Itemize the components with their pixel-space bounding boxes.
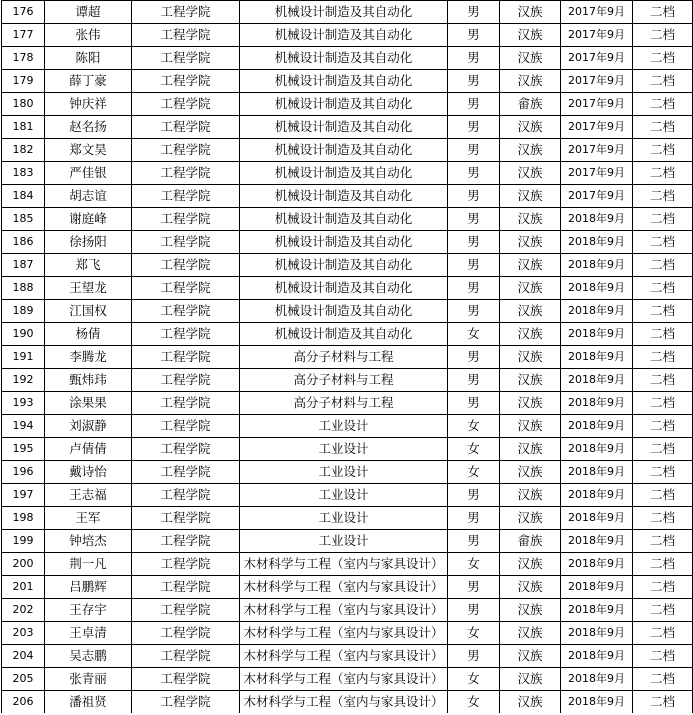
grade-level-cell: 二档 <box>633 185 693 208</box>
row-number-cell: 199 <box>2 530 45 553</box>
student-name-cell: 赵名扬 <box>45 116 132 139</box>
major-cell: 机械设计制造及其自动化 <box>240 70 448 93</box>
row-number-cell: 179 <box>2 70 45 93</box>
major-cell: 木材科学与工程（室内与家具设计） <box>240 622 448 645</box>
row-number-cell: 203 <box>2 622 45 645</box>
student-name-cell: 薛丁豪 <box>45 70 132 93</box>
ethnicity-cell: 畲族 <box>500 530 561 553</box>
enrollment-date-cell: 2017年9月 <box>561 93 633 116</box>
row-number-cell: 184 <box>2 185 45 208</box>
major-cell: 木材科学与工程（室内与家具设计） <box>240 668 448 691</box>
grade-level-cell: 二档 <box>633 691 693 714</box>
student-name-cell: 钟庆祥 <box>45 93 132 116</box>
enrollment-date-cell: 2018年9月 <box>561 300 633 323</box>
row-number-cell: 191 <box>2 346 45 369</box>
grade-level-cell: 二档 <box>633 254 693 277</box>
ethnicity-cell: 汉族 <box>500 1 561 24</box>
enrollment-date-cell: 2018年9月 <box>561 507 633 530</box>
table-row <box>2 622 693 645</box>
ethnicity-cell: 汉族 <box>500 668 561 691</box>
ethnicity-cell: 汉族 <box>500 47 561 70</box>
student-name-cell: 王军 <box>45 507 132 530</box>
college-cell: 工程学院 <box>132 530 240 553</box>
row-number-cell: 206 <box>2 691 45 714</box>
student-name-cell: 张伟 <box>45 24 132 47</box>
table-row <box>2 346 693 369</box>
table-row <box>2 668 693 691</box>
major-cell: 工业设计 <box>240 415 448 438</box>
ethnicity-cell: 汉族 <box>500 300 561 323</box>
ethnicity-cell: 汉族 <box>500 599 561 622</box>
grade-level-cell: 二档 <box>633 70 693 93</box>
table-row <box>2 507 693 530</box>
ethnicity-cell: 汉族 <box>500 346 561 369</box>
gender-cell: 男 <box>448 185 500 208</box>
college-cell: 工程学院 <box>132 24 240 47</box>
enrollment-date-cell: 2018年9月 <box>561 346 633 369</box>
table-row <box>2 530 693 553</box>
college-cell: 工程学院 <box>132 47 240 70</box>
row-number-cell: 189 <box>2 300 45 323</box>
enrollment-date-cell: 2017年9月 <box>561 24 633 47</box>
grade-level-cell: 二档 <box>633 231 693 254</box>
student-name-cell: 王存宇 <box>45 599 132 622</box>
college-cell: 工程学院 <box>132 484 240 507</box>
row-number-cell: 195 <box>2 438 45 461</box>
gender-cell: 男 <box>448 392 500 415</box>
row-number-cell: 196 <box>2 461 45 484</box>
enrollment-date-cell: 2017年9月 <box>561 139 633 162</box>
ethnicity-cell: 汉族 <box>500 323 561 346</box>
student-name-cell: 胡志谊 <box>45 185 132 208</box>
row-number-cell: 193 <box>2 392 45 415</box>
student-name-cell: 吕鹏辉 <box>45 576 132 599</box>
grade-level-cell: 二档 <box>633 277 693 300</box>
major-cell: 高分子材料与工程 <box>240 392 448 415</box>
major-cell: 木材科学与工程（室内与家具设计） <box>240 599 448 622</box>
college-cell: 工程学院 <box>132 599 240 622</box>
grade-level-cell: 二档 <box>633 576 693 599</box>
college-cell: 工程学院 <box>132 507 240 530</box>
college-cell: 工程学院 <box>132 162 240 185</box>
major-cell: 机械设计制造及其自动化 <box>240 277 448 300</box>
student-name-cell: 张青丽 <box>45 668 132 691</box>
student-name-cell: 郑文昊 <box>45 139 132 162</box>
ethnicity-cell: 汉族 <box>500 185 561 208</box>
enrollment-date-cell: 2018年9月 <box>561 576 633 599</box>
major-cell: 机械设计制造及其自动化 <box>240 116 448 139</box>
gender-cell: 男 <box>448 24 500 47</box>
table-row <box>2 576 693 599</box>
major-cell: 工业设计 <box>240 484 448 507</box>
enrollment-date-cell: 2018年9月 <box>561 277 633 300</box>
gender-cell: 男 <box>448 300 500 323</box>
major-cell: 高分子材料与工程 <box>240 369 448 392</box>
college-cell: 工程学院 <box>132 461 240 484</box>
ethnicity-cell: 汉族 <box>500 415 561 438</box>
ethnicity-cell: 汉族 <box>500 392 561 415</box>
table-row <box>2 484 693 507</box>
student-name-cell: 谭超 <box>45 1 132 24</box>
major-cell: 机械设计制造及其自动化 <box>240 1 448 24</box>
student-name-cell: 王志福 <box>45 484 132 507</box>
enrollment-date-cell: 2018年9月 <box>561 668 633 691</box>
row-number-cell: 181 <box>2 116 45 139</box>
enrollment-date-cell: 2018年9月 <box>561 415 633 438</box>
gender-cell: 女 <box>448 461 500 484</box>
table-row <box>2 47 693 70</box>
student-name-cell: 王望龙 <box>45 277 132 300</box>
grade-level-cell: 二档 <box>633 553 693 576</box>
table-row <box>2 162 693 185</box>
college-cell: 工程学院 <box>132 668 240 691</box>
gender-cell: 男 <box>448 576 500 599</box>
college-cell: 工程学院 <box>132 553 240 576</box>
gender-cell: 女 <box>448 553 500 576</box>
ethnicity-cell: 汉族 <box>500 507 561 530</box>
college-cell: 工程学院 <box>132 300 240 323</box>
row-number-cell: 183 <box>2 162 45 185</box>
gender-cell: 男 <box>448 254 500 277</box>
ethnicity-cell: 汉族 <box>500 576 561 599</box>
gender-cell: 女 <box>448 668 500 691</box>
table-row <box>2 461 693 484</box>
table-row <box>2 93 693 116</box>
enrollment-date-cell: 2018年9月 <box>561 645 633 668</box>
major-cell: 机械设计制造及其自动化 <box>240 185 448 208</box>
gender-cell: 男 <box>448 484 500 507</box>
table-row <box>2 599 693 622</box>
student-name-cell: 钟培杰 <box>45 530 132 553</box>
table-row <box>2 70 693 93</box>
ethnicity-cell: 汉族 <box>500 553 561 576</box>
enrollment-date-cell: 2018年9月 <box>561 208 633 231</box>
ethnicity-cell: 汉族 <box>500 254 561 277</box>
college-cell: 工程学院 <box>132 622 240 645</box>
grade-level-cell: 二档 <box>633 507 693 530</box>
student-name-cell: 荆一凡 <box>45 553 132 576</box>
grade-level-cell: 二档 <box>633 645 693 668</box>
major-cell: 机械设计制造及其自动化 <box>240 162 448 185</box>
college-cell: 工程学院 <box>132 691 240 714</box>
ethnicity-cell: 汉族 <box>500 438 561 461</box>
table-row <box>2 300 693 323</box>
table-row <box>2 438 693 461</box>
gender-cell: 男 <box>448 93 500 116</box>
row-number-cell: 190 <box>2 323 45 346</box>
enrollment-date-cell: 2018年9月 <box>561 461 633 484</box>
gender-cell: 女 <box>448 438 500 461</box>
college-cell: 工程学院 <box>132 70 240 93</box>
enrollment-date-cell: 2018年9月 <box>561 254 633 277</box>
ethnicity-cell: 汉族 <box>500 622 561 645</box>
grade-level-cell: 二档 <box>633 139 693 162</box>
gender-cell: 男 <box>448 645 500 668</box>
row-number-cell: 192 <box>2 369 45 392</box>
enrollment-date-cell: 2017年9月 <box>561 70 633 93</box>
gender-cell: 女 <box>448 323 500 346</box>
college-cell: 工程学院 <box>132 254 240 277</box>
major-cell: 机械设计制造及其自动化 <box>240 323 448 346</box>
major-cell: 机械设计制造及其自动化 <box>240 47 448 70</box>
major-cell: 工业设计 <box>240 530 448 553</box>
enrollment-date-cell: 2017年9月 <box>561 162 633 185</box>
grade-level-cell: 二档 <box>633 300 693 323</box>
grade-level-cell: 二档 <box>633 599 693 622</box>
student-name-cell: 戴诗怡 <box>45 461 132 484</box>
student-name-cell: 谢庭峰 <box>45 208 132 231</box>
ethnicity-cell: 汉族 <box>500 231 561 254</box>
college-cell: 工程学院 <box>132 93 240 116</box>
gender-cell: 男 <box>448 507 500 530</box>
row-number-cell: 188 <box>2 277 45 300</box>
table-row <box>2 24 693 47</box>
student-name-cell: 陈阳 <box>45 47 132 70</box>
grade-level-cell: 二档 <box>633 392 693 415</box>
grade-level-cell: 二档 <box>633 93 693 116</box>
major-cell: 木材科学与工程（室内与家具设计） <box>240 576 448 599</box>
enrollment-date-cell: 2017年9月 <box>561 116 633 139</box>
college-cell: 工程学院 <box>132 139 240 162</box>
row-number-cell: 186 <box>2 231 45 254</box>
college-cell: 工程学院 <box>132 645 240 668</box>
gender-cell: 男 <box>448 208 500 231</box>
major-cell: 机械设计制造及其自动化 <box>240 254 448 277</box>
gender-cell: 女 <box>448 415 500 438</box>
college-cell: 工程学院 <box>132 185 240 208</box>
enrollment-date-cell: 2018年9月 <box>561 231 633 254</box>
table-row <box>2 691 693 714</box>
gender-cell: 男 <box>448 47 500 70</box>
college-cell: 工程学院 <box>132 369 240 392</box>
student-name-cell: 王卓清 <box>45 622 132 645</box>
gender-cell: 男 <box>448 599 500 622</box>
gender-cell: 男 <box>448 231 500 254</box>
table-row <box>2 392 693 415</box>
enrollment-date-cell: 2018年9月 <box>561 599 633 622</box>
major-cell: 高分子材料与工程 <box>240 346 448 369</box>
row-number-cell: 176 <box>2 1 45 24</box>
gender-cell: 男 <box>448 162 500 185</box>
ethnicity-cell: 汉族 <box>500 645 561 668</box>
row-number-cell: 205 <box>2 668 45 691</box>
enrollment-date-cell: 2018年9月 <box>561 691 633 714</box>
gender-cell: 男 <box>448 70 500 93</box>
ethnicity-cell: 汉族 <box>500 484 561 507</box>
major-cell: 木材科学与工程（室内与家具设计） <box>240 553 448 576</box>
row-number-cell: 177 <box>2 24 45 47</box>
gender-cell: 男 <box>448 277 500 300</box>
student-name-cell: 江国权 <box>45 300 132 323</box>
table-row <box>2 116 693 139</box>
grade-level-cell: 二档 <box>633 116 693 139</box>
ethnicity-cell: 汉族 <box>500 277 561 300</box>
ethnicity-cell: 汉族 <box>500 139 561 162</box>
gender-cell: 男 <box>448 346 500 369</box>
row-number-cell: 182 <box>2 139 45 162</box>
college-cell: 工程学院 <box>132 323 240 346</box>
enrollment-date-cell: 2018年9月 <box>561 438 633 461</box>
major-cell: 木材科学与工程（室内与家具设计） <box>240 645 448 668</box>
table-row <box>2 369 693 392</box>
ethnicity-cell: 汉族 <box>500 70 561 93</box>
grade-level-cell: 二档 <box>633 668 693 691</box>
student-name-cell: 李腾龙 <box>45 346 132 369</box>
table-row <box>2 254 693 277</box>
grade-level-cell: 二档 <box>633 47 693 70</box>
student-name-cell: 甄炜玮 <box>45 369 132 392</box>
table-row <box>2 185 693 208</box>
student-name-cell: 涂果果 <box>45 392 132 415</box>
student-name-cell: 严佳银 <box>45 162 132 185</box>
student-name-cell: 潘祖贤 <box>45 691 132 714</box>
major-cell: 木材科学与工程（室内与家具设计） <box>240 691 448 714</box>
ethnicity-cell: 畲族 <box>500 93 561 116</box>
table-row <box>2 553 693 576</box>
college-cell: 工程学院 <box>132 346 240 369</box>
major-cell: 机械设计制造及其自动化 <box>240 300 448 323</box>
row-number-cell: 204 <box>2 645 45 668</box>
student-name-cell: 卢倩倩 <box>45 438 132 461</box>
table-row <box>2 415 693 438</box>
college-cell: 工程学院 <box>132 415 240 438</box>
row-number-cell: 200 <box>2 553 45 576</box>
row-number-cell: 202 <box>2 599 45 622</box>
row-number-cell: 197 <box>2 484 45 507</box>
row-number-cell: 178 <box>2 47 45 70</box>
row-number-cell: 194 <box>2 415 45 438</box>
table-body <box>2 1 693 714</box>
student-name-cell: 郑飞 <box>45 254 132 277</box>
grade-level-cell: 二档 <box>633 530 693 553</box>
enrollment-date-cell: 2017年9月 <box>561 47 633 70</box>
ethnicity-cell: 汉族 <box>500 116 561 139</box>
gender-cell: 女 <box>448 622 500 645</box>
enrollment-date-cell: 2018年9月 <box>561 622 633 645</box>
ethnicity-cell: 汉族 <box>500 24 561 47</box>
gender-cell: 男 <box>448 116 500 139</box>
ethnicity-cell: 汉族 <box>500 162 561 185</box>
major-cell: 工业设计 <box>240 507 448 530</box>
student-name-cell: 杨倩 <box>45 323 132 346</box>
student-name-cell: 吴志鹏 <box>45 645 132 668</box>
grade-level-cell: 二档 <box>633 346 693 369</box>
student-name-cell: 刘淑静 <box>45 415 132 438</box>
table-row <box>2 1 693 24</box>
college-cell: 工程学院 <box>132 116 240 139</box>
table-row <box>2 277 693 300</box>
grade-level-cell: 二档 <box>633 162 693 185</box>
enrollment-date-cell: 2018年9月 <box>561 553 633 576</box>
college-cell: 工程学院 <box>132 208 240 231</box>
grade-level-cell: 二档 <box>633 369 693 392</box>
major-cell: 机械设计制造及其自动化 <box>240 139 448 162</box>
enrollment-date-cell: 2017年9月 <box>561 185 633 208</box>
grade-level-cell: 二档 <box>633 484 693 507</box>
gender-cell: 男 <box>448 530 500 553</box>
ethnicity-cell: 汉族 <box>500 369 561 392</box>
gender-cell: 男 <box>448 369 500 392</box>
grade-level-cell: 二档 <box>633 622 693 645</box>
grade-level-cell: 二档 <box>633 323 693 346</box>
enrollment-date-cell: 2018年9月 <box>561 484 633 507</box>
college-cell: 工程学院 <box>132 438 240 461</box>
ethnicity-cell: 汉族 <box>500 461 561 484</box>
college-cell: 工程学院 <box>132 392 240 415</box>
student-table <box>1 0 693 713</box>
major-cell: 机械设计制造及其自动化 <box>240 24 448 47</box>
ethnicity-cell: 汉族 <box>500 208 561 231</box>
gender-cell: 男 <box>448 1 500 24</box>
ethnicity-cell: 汉族 <box>500 691 561 714</box>
student-name-cell: 徐扬阳 <box>45 231 132 254</box>
enrollment-date-cell: 2018年9月 <box>561 392 633 415</box>
grade-level-cell: 二档 <box>633 438 693 461</box>
gender-cell: 男 <box>448 139 500 162</box>
major-cell: 工业设计 <box>240 461 448 484</box>
table-row <box>2 139 693 162</box>
college-cell: 工程学院 <box>132 277 240 300</box>
row-number-cell: 180 <box>2 93 45 116</box>
gender-cell: 女 <box>448 691 500 714</box>
grade-level-cell: 二档 <box>633 208 693 231</box>
table-row <box>2 645 693 668</box>
row-number-cell: 201 <box>2 576 45 599</box>
grade-level-cell: 二档 <box>633 461 693 484</box>
enrollment-date-cell: 2018年9月 <box>561 323 633 346</box>
college-cell: 工程学院 <box>132 231 240 254</box>
college-cell: 工程学院 <box>132 1 240 24</box>
grade-level-cell: 二档 <box>633 1 693 24</box>
enrollment-date-cell: 2018年9月 <box>561 530 633 553</box>
enrollment-date-cell: 2017年9月 <box>561 1 633 24</box>
table-row <box>2 231 693 254</box>
enrollment-date-cell: 2018年9月 <box>561 369 633 392</box>
major-cell: 工业设计 <box>240 438 448 461</box>
major-cell: 机械设计制造及其自动化 <box>240 231 448 254</box>
major-cell: 机械设计制造及其自动化 <box>240 208 448 231</box>
college-cell: 工程学院 <box>132 576 240 599</box>
table-row <box>2 323 693 346</box>
grade-level-cell: 二档 <box>633 24 693 47</box>
table-row <box>2 208 693 231</box>
row-number-cell: 198 <box>2 507 45 530</box>
row-number-cell: 185 <box>2 208 45 231</box>
major-cell: 机械设计制造及其自动化 <box>240 93 448 116</box>
row-number-cell: 187 <box>2 254 45 277</box>
grade-level-cell: 二档 <box>633 415 693 438</box>
